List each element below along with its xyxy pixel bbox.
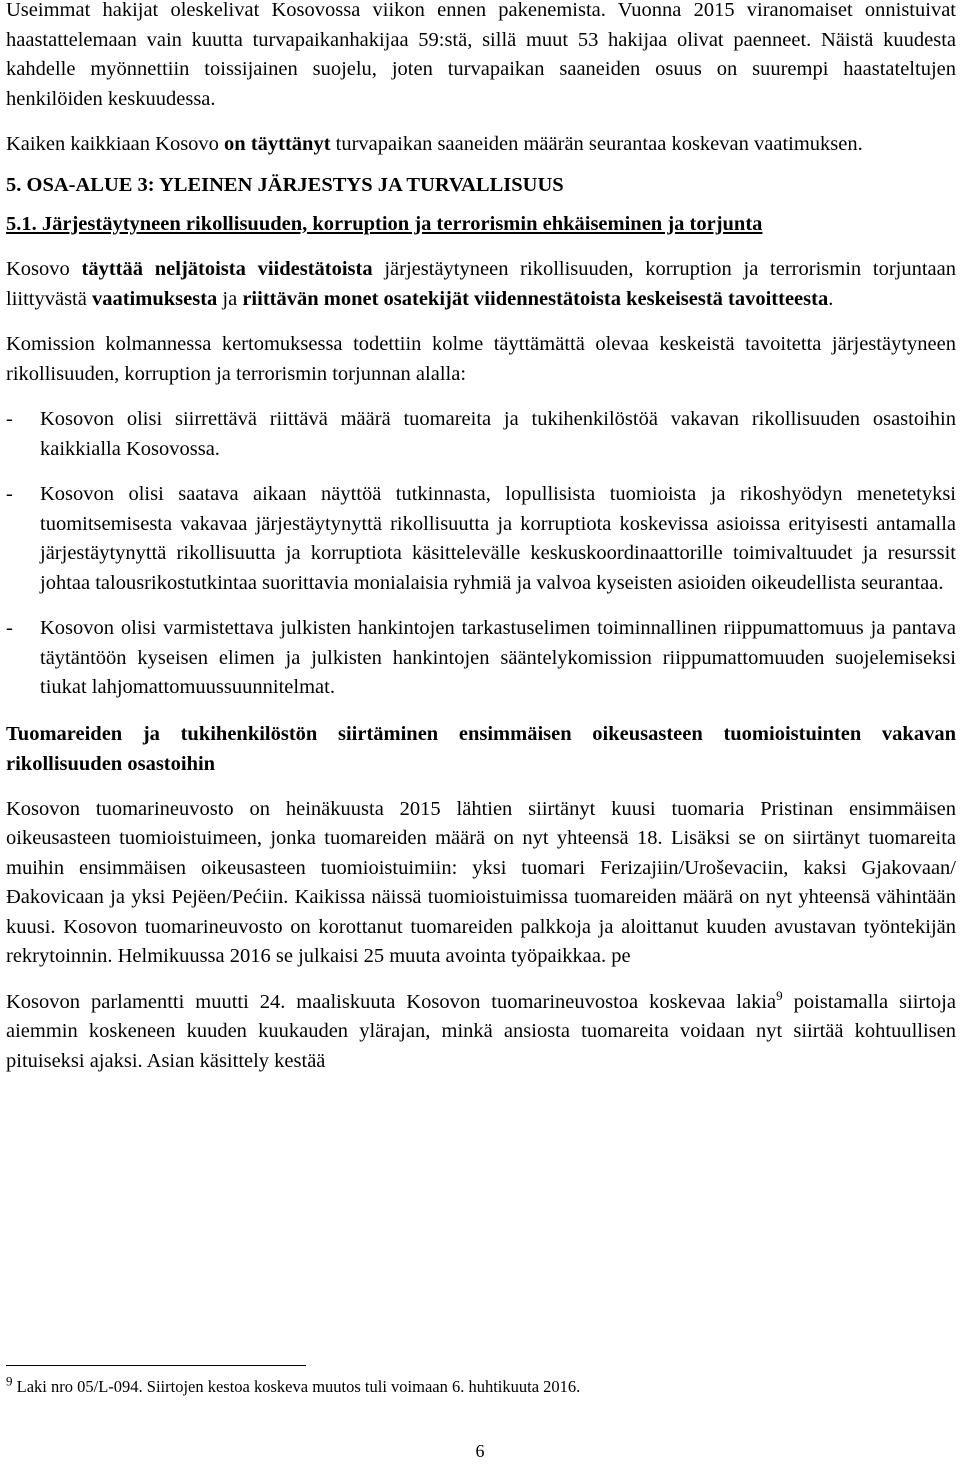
list-item-text: Kosovon olisi siirrettävä riittävä määrä tuomareita ja tukihenkilöstöä vakavan rikollisuuden osastoihin kaikkialla Kosovossa. — [40, 408, 956, 460]
footnote-number: 9 — [6, 1373, 13, 1389]
paragraph-organized-crime-summary — [6, 255, 956, 314]
paragraph-asylum-seekers: Useimmat hakijat oleskelivat Kosovossa viikon ennen pakenemista. Vuonna 2015 viranomaiset onnistuivat haastattelemaan vain kuutta turvapaikanhakijaa 59:stä, sillä muut 53 hakijaa olivat paenneet. Näistä kuudesta kahdelle myönnettiin toissijainen suojelu, joten turvapaikan saaneiden osuus on suurempi haastateltujen henkilöiden keskuudessa. — [6, 0, 956, 110]
list-item — [6, 480, 956, 598]
text-run: . — [828, 287, 834, 310]
section-heading: 5. OSA-ALUE 3: YLEINEN JÄRJESTYS JA TURVALLISUUS — [6, 173, 564, 196]
paragraph-asylum-conclusion — [6, 130, 956, 160]
list-item — [6, 405, 956, 464]
footnote-reference[interactable]: 9 — [776, 987, 783, 1003]
footnote — [6, 1373, 581, 1398]
bold-subheading: Tuomareiden ja tukihenkilöstön siirtäminen ensimmäisen oikeusasteen tuomioistuinten vakavan rikollisuuden osastoihin — [6, 722, 956, 775]
paragraph-parliament-amendment — [6, 988, 956, 1077]
text-run: ja — [217, 287, 243, 310]
bullet-marker: - — [6, 408, 13, 430]
text-run: turvapaikan saaneiden määrän seurantaa koskevan vaatimuksen. — [330, 133, 863, 155]
footnote-text: Laki nro 05/L-094. Siirtojen kestoa koskeva muutos tuli voimaan 6. huhtikuuta 2016. — [12, 1377, 581, 1396]
emphasis-text: riittävän monet osatekijät viidennestätoista keskeisestä tavoitteesta — [242, 287, 829, 310]
document-page — [6, 0, 956, 1076]
paragraph-commission-report: Komission kolmannessa kertomuksessa todettiin kolme täyttämättä olevaa keskeistä tavoitetta järjestäytyneen rikollisuuden, korruption ja terrorismin torjunnan alalla: — [6, 333, 956, 385]
emphasis-text: vaatimuksesta — [91, 287, 218, 310]
footnote-divider — [6, 1365, 306, 1366]
text-run: poistamalla siirtoja aiemmin koskeneen kuuden kuukauden ylärajan, minkä ansiosta tuomareita voidaan nyt siirtää kohtuullisen pituiseksi ajaksi. Asian käsittely kestää — [6, 990, 956, 1072]
list-item — [6, 614, 956, 703]
emphasis-text: on täyttänyt — [224, 133, 331, 155]
emphasis-text: täyttää neljätoista viidestätoista — [81, 258, 373, 280]
bullet-marker: - — [6, 617, 13, 639]
page-number: 6 — [475, 1441, 485, 1461]
bullet-marker: - — [6, 483, 13, 505]
list-item-text: Kosovon olisi varmistettava julkisten hankintojen tarkastuselimen toiminnallinen riippumattomuus ja pantava täytäntöön kyseisen elimen ja julkisten hankintojen sääntelykomission riippumattomuuden suojelemiseksi tiukat lahjomattomuussuunnitelmat. — [40, 617, 956, 698]
subsection-heading: 5.1. Järjestäytyneen rikollisuuden, korruption ja terrorismin ehkäiseminen ja torjunta — [6, 212, 763, 235]
text-run: Kaiken kaikkiaan Kosovo — [6, 133, 225, 155]
text-run: Kosovon parlamentti muutti 24. maaliskuuta Kosovon tuomarineuvostoa koskevaa lakia — [6, 990, 777, 1013]
text-run: Kosovo — [6, 258, 82, 280]
list-item-text: Kosovon olisi saatava aikaan näyttöä tutkinnasta, lopullisista tuomioista ja rikoshyödyn menetetyksi tuomitsemisesta vakavaa järjestäytynyttä rikollisuutta ja korruptiota koskevissa asioissa erityisesti antamalla järjestäytynyttä rikollisuutta ja korruptiota käsittelevälle keskuskoordinaattorille toimivaltuudet ja resurssit johtaa talousrikostutkintaa suorittavia monialaisia ryhmiä ja valvoa kyseisten asioiden oikeudellista seurantaa. — [40, 483, 956, 594]
paragraph-judge-transfers: Kosovon tuomarineuvosto on heinäkuusta 2015 lähtien siirtänyt kuusi tuomaria Pristinan ensimmäisen oikeusasteen tuomioistuimeen, jonka tuomareiden määrä on nyt yhteensä 18. Lisäksi se on siirtänyt tuomareita muihin ensimmäisen oikeusasteen tuomioistuimiin: yksi tuomari Ferizajiin/Uroševaciin, kaksi Gjakovaan/Đakovicaan ja yksi Pejëen/Pećiin. Kaikissa näissä tuomioistuimissa tuomareiden määrä on nyt yhteensä vähintään kuusi. Kosovon tuomarineuvosto on korottanut tuomareiden palkkoja ja aloittanut kuuden avustavan työntekijän rekrytoinnin. Helmikuussa 2016 se julkaisi 25 muuta avointa työpaikkaa. pe — [6, 797, 956, 967]
text-run: järjestäytyneen rikollisuuden, korruption ja terrorismin torjuntaan liittyvästä — [6, 258, 956, 310]
